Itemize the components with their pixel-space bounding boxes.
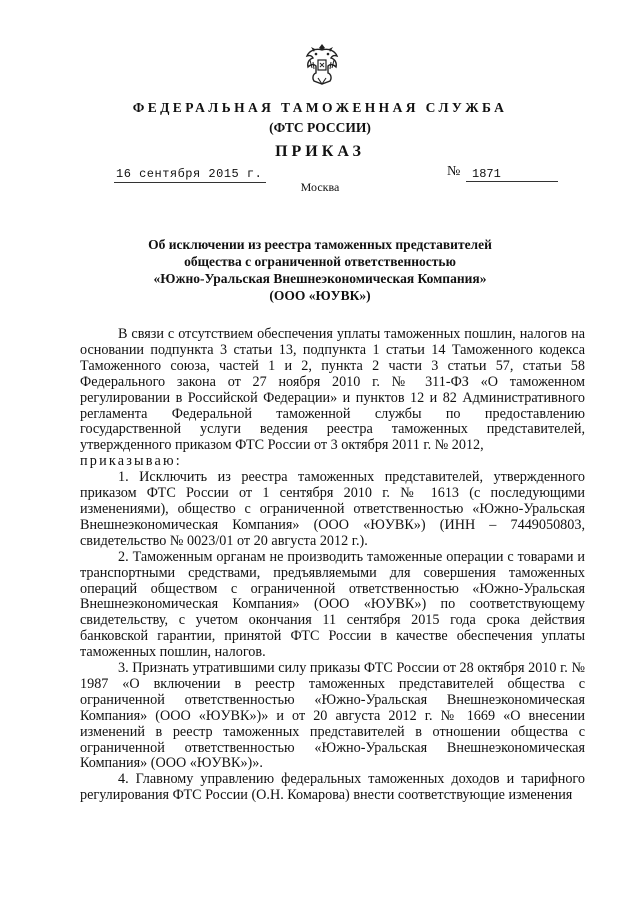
document-subject [0, 236, 640, 304]
document-city: Москва [300, 180, 340, 194]
order-item: 4. Главному управлению федеральных таможенных доходов и тарифного регулирования ФТС России (О.Н. Комарова) внести соответствующие изменения [80, 771, 585, 804]
subject-line: Об исключении из реестра таможенных представителей [148, 237, 492, 252]
order-item: 3. Признать утратившими силу приказы ФТС России от 28 октября 2010 г. № 1987 «О включении в реестр таможенных представителей общества с ограниченной ответственностью «Южно-Уральская Внешнеэкономическая Компания» (ООО «ЮУВК»)» и от 20 августа 2012 г. № 1669 «О внесении изменений в реестр таможенных представителей в отношении общества с ограниченной ответственностью «Южно-Уральская Внешнеэкономическая Компания» (ООО «ЮУВК»)». [80, 660, 585, 772]
order-item: 2. Таможенным органам не производить таможенные операции с товарами и транспортными средствами, предъявляемыми для совершения таможенных операций обществом с ограниченной ответственностью «Южно-Уральская Внешнеэкономическая Компания» (ООО «ЮУВК») по соответствующему свидетельству, с учетом окончания 11 сентября 2015 года срока действия банковской гарантии, принятой ФТС России в качестве обеспечения уплаты таможенных пошлин, налогов. [80, 548, 585, 661]
organization-short-name: (ФТС РОССИИ) [269, 120, 371, 135]
subject-line: (ООО «ЮУВК») [269, 288, 371, 303]
preamble-text: В связи с отсутствием обеспечения уплаты таможенных пошлин, налогов на основании подпункта 3 статьи 13, подпункта 1 статьи 14 Таможенного кодекса Таможенного союза, частей 1 и 2, пункта 2 части 3 статьи 57, статьи 58 Федерального закона от 27 ноября 2010 г. № 311-ФЗ «О таможенном регулировании в Российской Федерации» и пунктов 12 и 82 Административного регламента Федеральной таможенной службы по предоставлению государственной услуги ведения реестра таможенных представителей, утвержденного приказом ФТС России от 3 октября 2011 г. № 2012, [80, 326, 585, 454]
number-label: № [447, 164, 461, 179]
document-date: 16 сентября 2015 г. [116, 167, 263, 181]
subject-line: общества с ограниченной ответственностью [184, 254, 456, 269]
document-body [80, 327, 585, 804]
document-type: ПРИКАЗ [275, 143, 365, 160]
preamble-paragraph [80, 327, 585, 470]
order-word: приказываю: [80, 453, 182, 470]
organization-name: ФЕДЕРАЛЬНАЯ ТАМОЖЕННАЯ СЛУЖБА [132, 100, 508, 115]
subject-line: «Южно-Уральская Внешнеэкономическая Компания» [153, 271, 487, 286]
document-number: 1871 [472, 167, 501, 181]
order-item: 1. Исключить из реестра таможенных представителей, утвержденного приказом ФТС России от 1 сентября 2010 г. № 1613 (с последующими изменениями), общество с ограниченной ответственностью «Южно-Уральская Внешнеэкономическая Компания» (ООО «ЮУВК») (ИНН – 7449050803, свидетельство № 0023/01 от 20 августа 2012 г.). [80, 469, 585, 549]
coat-of-arms-icon [303, 40, 341, 88]
